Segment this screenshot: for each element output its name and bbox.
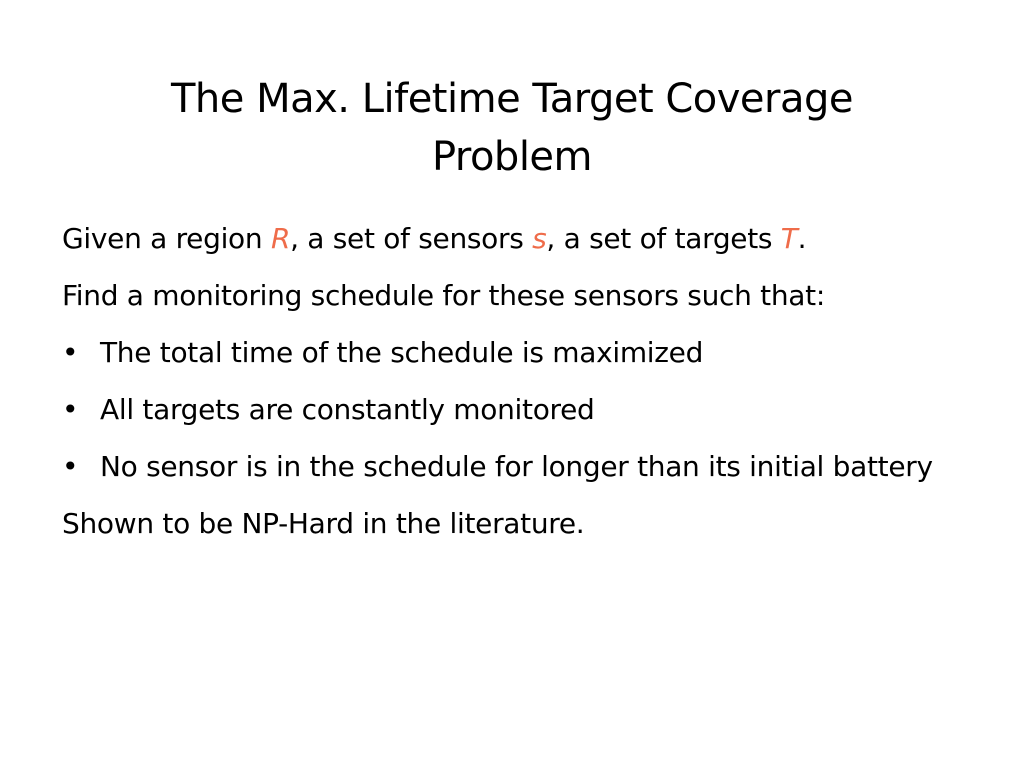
given-text-4: . [797, 222, 807, 255]
sensors-variable: s [532, 222, 547, 255]
bullet-text: All targets are constantly monitored [100, 393, 595, 426]
given-text-3: , a set of targets [546, 222, 781, 255]
bullet-item [62, 334, 982, 372]
given-line [62, 220, 982, 258]
bullet-icon: • [62, 336, 79, 369]
conclusion-line: Shown to be NP-Hard in the literature. [62, 507, 585, 540]
bullet-icon: • [62, 393, 79, 426]
find-line: Find a monitoring schedule for these sensors such that: [62, 279, 825, 312]
given-text-2: , a set of sensors [290, 222, 533, 255]
bullet-text: No sensor is in the schedule for longer than its initial battery [100, 450, 933, 483]
slide-title-line-1: The Max. Lifetime Target Coverage [170, 76, 853, 122]
bullet-text: The total time of the schedule is maximized [100, 336, 704, 369]
region-variable: R [270, 222, 291, 255]
bullet-icon: • [62, 450, 79, 483]
slide-title-line-2: Problem [431, 134, 593, 180]
slide-title [60, 70, 964, 186]
bullet-item [62, 391, 982, 429]
given-text-1: Given a region [62, 222, 271, 255]
slide-body [62, 220, 982, 562]
bullet-item [62, 448, 960, 486]
targets-variable: T [780, 222, 798, 255]
